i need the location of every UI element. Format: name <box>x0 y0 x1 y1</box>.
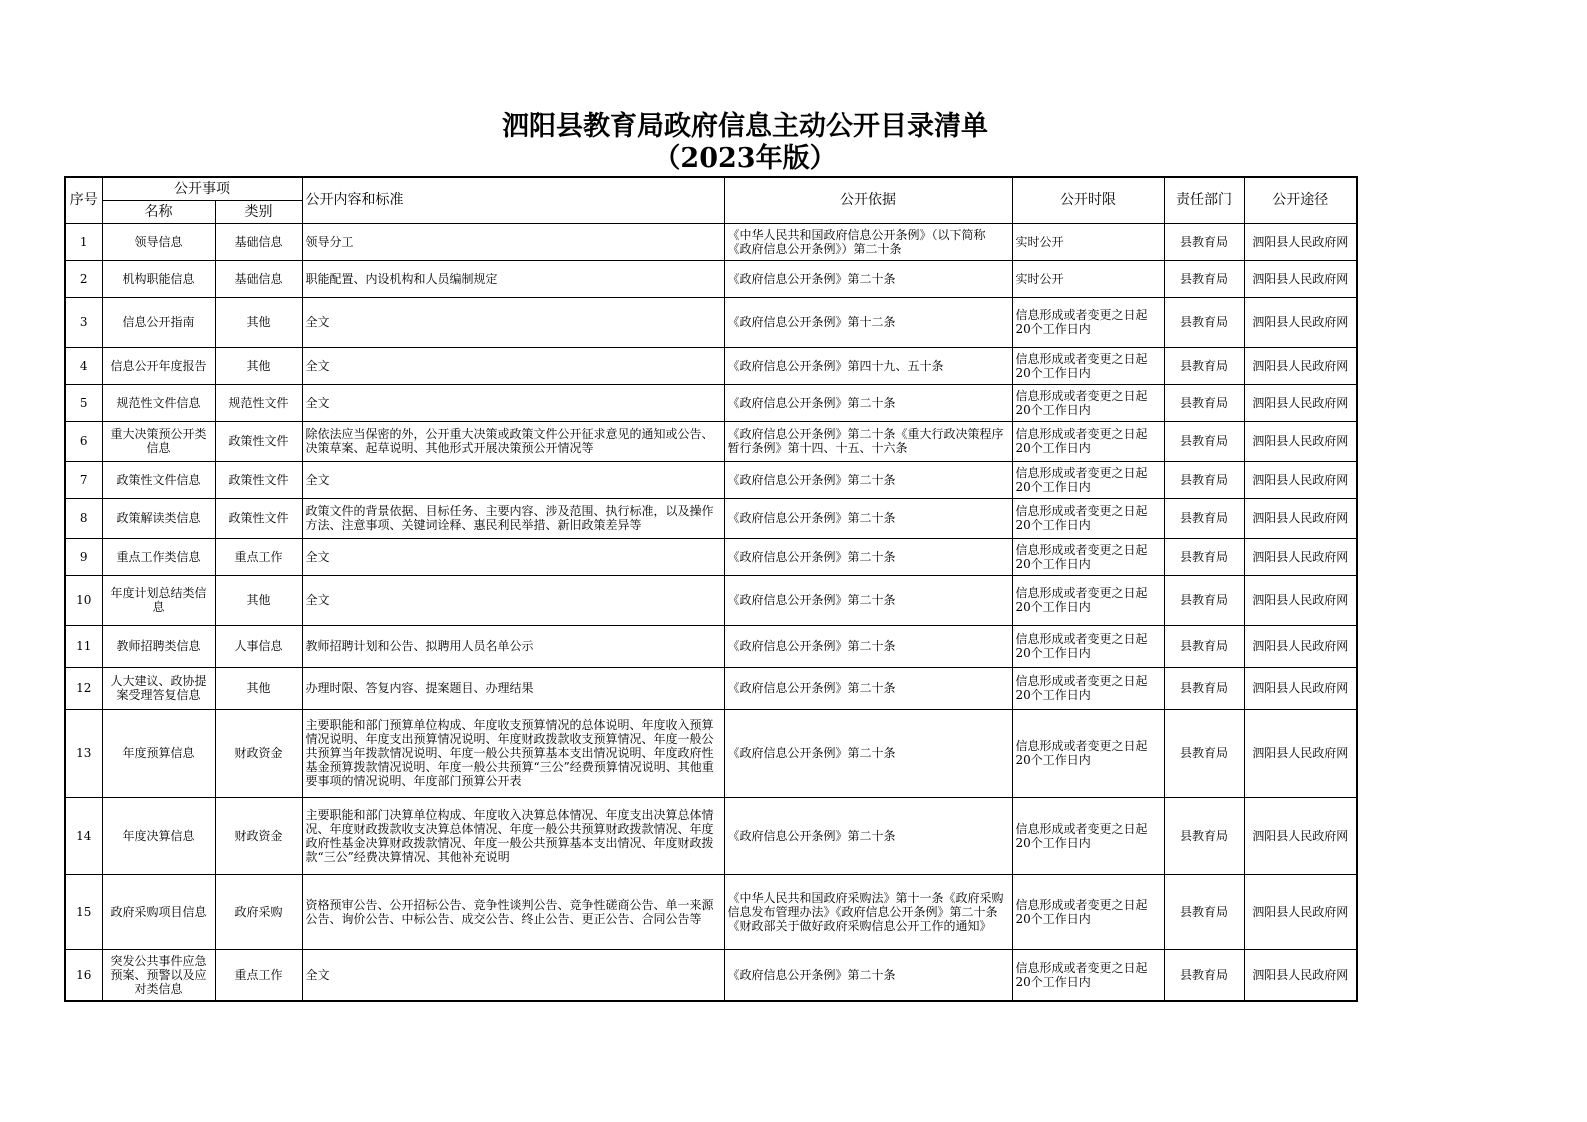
row-content: 全文 <box>302 384 724 421</box>
row-time-limit: 信息形成或者变更之日起20个工作日内 <box>1012 538 1164 575</box>
row-dept: 县教育局 <box>1164 625 1244 667</box>
row-time-limit: 信息形成或者变更之日起20个工作日内 <box>1012 421 1164 461</box>
row-dept: 县教育局 <box>1164 421 1244 461</box>
row-number: 14 <box>65 797 102 874</box>
row-number: 5 <box>65 384 102 421</box>
row-channel: 泗阳县人民政府网 <box>1244 260 1357 297</box>
row-number: 11 <box>65 625 102 667</box>
row-name: 信息公开年度报告 <box>102 347 215 384</box>
row-channel: 泗阳县人民政府网 <box>1244 461 1357 498</box>
row-basis: 《政府信息公开条例》第四十九、五十条 <box>724 347 1012 384</box>
row-basis: 《政府信息公开条例》第二十条 <box>724 575 1012 625</box>
row-dept: 县教育局 <box>1164 538 1244 575</box>
row-name: 规范性文件信息 <box>102 384 215 421</box>
table-row <box>65 297 1357 347</box>
row-channel: 泗阳县人民政府网 <box>1244 421 1357 461</box>
row-name: 年度预算信息 <box>102 709 215 797</box>
table-row <box>65 498 1357 538</box>
row-dept: 县教育局 <box>1164 709 1244 797</box>
table-row <box>65 384 1357 421</box>
row-category: 政策性文件 <box>215 498 302 538</box>
header-item-group: 公开事项 <box>102 177 302 200</box>
table-row <box>65 667 1357 709</box>
row-basis: 《政府信息公开条例》第十二条 <box>724 297 1012 347</box>
table-row <box>65 461 1357 498</box>
header-category: 类别 <box>215 200 302 223</box>
row-basis: 《政府信息公开条例》第二十条 <box>724 461 1012 498</box>
row-content: 资格预审公告、公开招标公告、竞争性谈判公告、竞争性磋商公告、单一来源公告、询价公告、中标公告、成交公告、终止公告、更正公告、合同公告等 <box>302 874 724 949</box>
row-content: 领导分工 <box>302 223 724 260</box>
header-basis: 公开依据 <box>724 177 1012 223</box>
row-content: 教师招聘计划和公告、拟聘用人员名单公示 <box>302 625 724 667</box>
row-category: 基础信息 <box>215 260 302 297</box>
row-time-limit: 信息形成或者变更之日起20个工作日内 <box>1012 498 1164 538</box>
row-number: 3 <box>65 297 102 347</box>
row-content: 主要职能和部门决算单位构成、年度收入决算总体情况、年度支出决算总体情况、年度财政拨款收支决算总体情况、年度一般公共预算财政拨款情况、年度政府性基金决算财政拨款情况、年度一般公共预算基本支出情况、年度财政拨款“三公”经费决算情况、其他补充说明 <box>302 797 724 874</box>
row-category: 政策性文件 <box>215 461 302 498</box>
row-dept: 县教育局 <box>1164 874 1244 949</box>
row-time-limit: 信息形成或者变更之日起20个工作日内 <box>1012 297 1164 347</box>
row-category: 政策性文件 <box>215 421 302 461</box>
row-basis: 《政府信息公开条例》第二十条 <box>724 260 1012 297</box>
row-dept: 县教育局 <box>1164 498 1244 538</box>
row-time-limit: 信息形成或者变更之日起20个工作日内 <box>1012 575 1164 625</box>
catalog-table <box>64 176 1358 1002</box>
row-number: 16 <box>65 949 102 1001</box>
row-basis: 《政府信息公开条例》第二十条《重大行政决策程序暂行条例》第十四、十五、十六条 <box>724 421 1012 461</box>
table-row <box>65 347 1357 384</box>
row-number: 7 <box>65 461 102 498</box>
table-row <box>65 575 1357 625</box>
row-basis: 《政府信息公开条例》第二十条 <box>724 538 1012 575</box>
row-dept: 县教育局 <box>1164 260 1244 297</box>
row-time-limit: 信息形成或者变更之日起20个工作日内 <box>1012 874 1164 949</box>
row-name: 突发公共事件应急预案、预警以及应对类信息 <box>102 949 215 1001</box>
row-category: 基础信息 <box>215 223 302 260</box>
row-category: 其他 <box>215 297 302 347</box>
table-row <box>65 625 1357 667</box>
table-row <box>65 709 1357 797</box>
row-category: 重点工作 <box>215 949 302 1001</box>
row-channel: 泗阳县人民政府网 <box>1244 347 1357 384</box>
row-channel: 泗阳县人民政府网 <box>1244 874 1357 949</box>
row-time-limit: 信息形成或者变更之日起20个工作日内 <box>1012 461 1164 498</box>
row-dept: 县教育局 <box>1164 384 1244 421</box>
row-basis: 《政府信息公开条例》第二十条 <box>724 498 1012 538</box>
row-time-limit: 信息形成或者变更之日起20个工作日内 <box>1012 709 1164 797</box>
row-dept: 县教育局 <box>1164 461 1244 498</box>
row-dept: 县教育局 <box>1164 797 1244 874</box>
row-category: 其他 <box>215 347 302 384</box>
row-name: 重大决策预公开类信息 <box>102 421 215 461</box>
row-time-limit: 信息形成或者变更之日起20个工作日内 <box>1012 667 1164 709</box>
row-time-limit: 信息形成或者变更之日起20个工作日内 <box>1012 797 1164 874</box>
header-name: 名称 <box>102 200 215 223</box>
row-content: 全文 <box>302 297 724 347</box>
row-channel: 泗阳县人民政府网 <box>1244 667 1357 709</box>
row-basis: 《中华人民共和国政府采购法》第十一条《政府采购信息发布管理办法》《政府信息公开条例》第二十条《财政部关于做好政府采购信息公开工作的通知》 <box>724 874 1012 949</box>
row-number: 15 <box>65 874 102 949</box>
row-number: 10 <box>65 575 102 625</box>
row-category: 其他 <box>215 667 302 709</box>
row-channel: 泗阳县人民政府网 <box>1244 575 1357 625</box>
row-content: 除依法应当保密的外，公开重大决策或政策文件公开征求意见的通知或公告、决策草案、起草说明、其他形式开展决策预公开情况等 <box>302 421 724 461</box>
table-row <box>65 421 1357 461</box>
row-category: 政府采购 <box>215 874 302 949</box>
row-basis: 《政府信息公开条例》第二十条 <box>724 625 1012 667</box>
row-channel: 泗阳县人民政府网 <box>1244 538 1357 575</box>
header-content: 公开内容和标准 <box>302 177 724 223</box>
row-channel: 泗阳县人民政府网 <box>1244 498 1357 538</box>
table-row <box>65 874 1357 949</box>
row-basis: 《政府信息公开条例》第二十条 <box>724 797 1012 874</box>
row-category: 财政资金 <box>215 709 302 797</box>
row-dept: 县教育局 <box>1164 297 1244 347</box>
row-time-limit: 实时公开 <box>1012 223 1164 260</box>
row-dept: 县教育局 <box>1164 347 1244 384</box>
row-number: 9 <box>65 538 102 575</box>
row-basis: 《政府信息公开条例》第二十条 <box>724 709 1012 797</box>
table-row <box>65 538 1357 575</box>
row-number: 8 <box>65 498 102 538</box>
row-content: 职能配置、内设机构和人员编制规定 <box>302 260 724 297</box>
page-title: 泗阳县教育局政府信息主动公开目录清单 <box>502 111 988 142</box>
row-name: 信息公开指南 <box>102 297 215 347</box>
row-dept: 县教育局 <box>1164 575 1244 625</box>
row-category: 重点工作 <box>215 538 302 575</box>
row-category: 其他 <box>215 575 302 625</box>
row-name: 领导信息 <box>102 223 215 260</box>
row-content: 全文 <box>302 575 724 625</box>
row-dept: 县教育局 <box>1164 223 1244 260</box>
row-dept: 县教育局 <box>1164 667 1244 709</box>
row-time-limit: 信息形成或者变更之日起20个工作日内 <box>1012 384 1164 421</box>
row-name: 人大建议、政协提案受理答复信息 <box>102 667 215 709</box>
row-category: 规范性文件 <box>215 384 302 421</box>
row-time-limit: 信息形成或者变更之日起20个工作日内 <box>1012 949 1164 1001</box>
row-name: 年度决算信息 <box>102 797 215 874</box>
header-channel: 公开途径 <box>1244 177 1357 223</box>
row-content: 办理时限、答复内容、提案题目、办理结果 <box>302 667 724 709</box>
row-channel: 泗阳县人民政府网 <box>1244 709 1357 797</box>
row-category: 人事信息 <box>215 625 302 667</box>
row-number: 2 <box>65 260 102 297</box>
row-name: 政策解读类信息 <box>102 498 215 538</box>
row-category: 财政资金 <box>215 797 302 874</box>
row-number: 12 <box>65 667 102 709</box>
row-basis: 《政府信息公开条例》第二十条 <box>724 384 1012 421</box>
row-content: 主要职能和部门预算单位构成、年度收支预算情况的总体说明、年度收入预算情况说明、年度支出预算情况说明、年度财政拨款收支预算情况、年度一般公共预算当年拨款情况说明、年度一般公共预算基本支出情况说明、年度政府性基金预算拨款情况说明、年度一般公共预算“三公”经费预算情况说明、其他重要事项的情况说明、年度部门预算公开表 <box>302 709 724 797</box>
row-channel: 泗阳县人民政府网 <box>1244 223 1357 260</box>
table-row <box>65 223 1357 260</box>
row-basis: 《政府信息公开条例》第二十条 <box>724 667 1012 709</box>
row-channel: 泗阳县人民政府网 <box>1244 384 1357 421</box>
row-name: 机构职能信息 <box>102 260 215 297</box>
row-basis: 《中华人民共和国政府信息公开条例》（以下简称《政府信息公开条例》）第二十条 <box>724 223 1012 260</box>
table-row <box>65 797 1357 874</box>
row-name: 政府采购项目信息 <box>102 874 215 949</box>
row-number: 4 <box>65 347 102 384</box>
row-content: 全文 <box>302 461 724 498</box>
row-name: 重点工作类信息 <box>102 538 215 575</box>
page-subtitle: （2023年版） <box>653 143 837 174</box>
row-time-limit: 信息形成或者变更之日起20个工作日内 <box>1012 347 1164 384</box>
row-dept: 县教育局 <box>1164 949 1244 1001</box>
row-number: 13 <box>65 709 102 797</box>
row-channel: 泗阳县人民政府网 <box>1244 797 1357 874</box>
row-name: 教师招聘类信息 <box>102 625 215 667</box>
table-row <box>65 260 1357 297</box>
row-content: 全文 <box>302 347 724 384</box>
row-content: 全文 <box>302 538 724 575</box>
row-time-limit: 实时公开 <box>1012 260 1164 297</box>
header-time-limit: 公开时限 <box>1012 177 1164 223</box>
row-channel: 泗阳县人民政府网 <box>1244 297 1357 347</box>
row-number: 6 <box>65 421 102 461</box>
row-name: 政策性文件信息 <box>102 461 215 498</box>
row-number: 1 <box>65 223 102 260</box>
row-basis: 《政府信息公开条例》第二十条 <box>724 949 1012 1001</box>
row-channel: 泗阳县人民政府网 <box>1244 625 1357 667</box>
table-row <box>65 949 1357 1001</box>
row-name: 年度计划总结类信息 <box>102 575 215 625</box>
header-seq: 序号 <box>65 177 102 223</box>
header-dept: 责任部门 <box>1164 177 1244 223</box>
row-content: 全文 <box>302 949 724 1001</box>
row-time-limit: 信息形成或者变更之日起20个工作日内 <box>1012 625 1164 667</box>
row-content: 政策文件的背景依据、目标任务、主要内容、涉及范围、执行标准，以及操作方法、注意事项、关键词诠释、惠民利民举措、新旧政策差异等 <box>302 498 724 538</box>
row-channel: 泗阳县人民政府网 <box>1244 949 1357 1001</box>
